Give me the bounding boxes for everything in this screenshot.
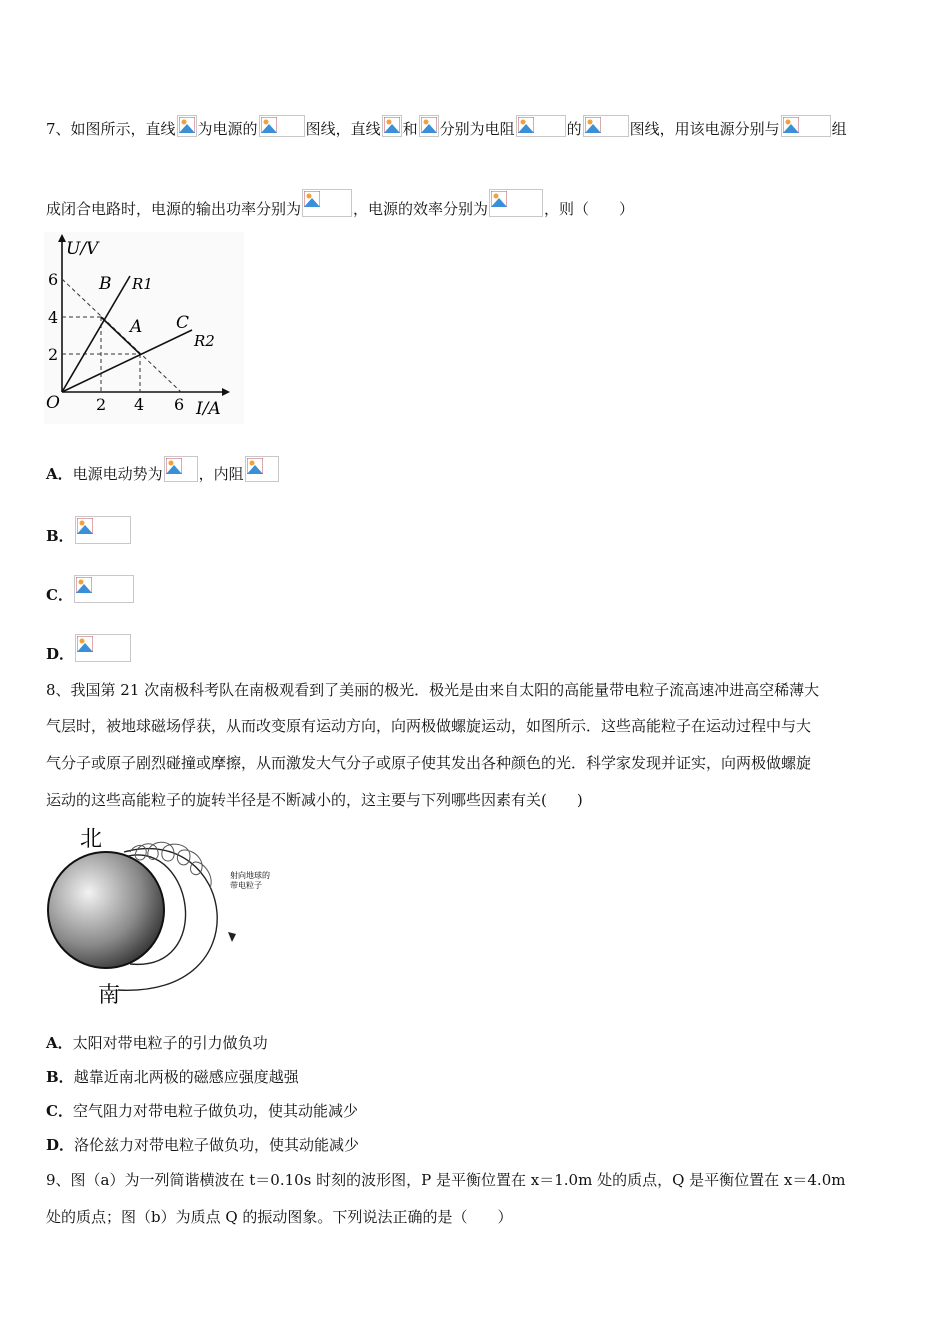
q7-option-c: [46, 575, 135, 605]
formula-image-icon: [75, 516, 131, 544]
q8-line: 运动的这些高能粒子的旋转半径是不断减小的，这主要与下列哪些因素有关( ): [46, 791, 583, 809]
formula-image-icon: [74, 575, 134, 603]
formula-image-icon: [489, 189, 543, 217]
q7-text: 和: [402, 120, 418, 138]
q9-line-1: 9、图（a）为一列简谐横波在 t＝0.10s 时刻的波形图，P 是平衡位置在 x＝1.0m 处的质点，Q 是平衡位置在 x＝4.0m: [46, 1171, 846, 1189]
option-letter: B．: [46, 1068, 74, 1086]
q7-option-b: [46, 516, 132, 546]
q8-line: 气层时，被地球磁场俘获，从而改变原有运动方向，向两极做螺旋运动，如图所示．这些高能粒子在运动过程中与大: [46, 717, 812, 735]
point-label-A: A: [130, 317, 143, 337]
earth-icon: [48, 852, 164, 968]
option-letter: C．: [46, 1102, 73, 1120]
y-tick-label: 2: [48, 345, 59, 364]
y-tick-label: 4: [48, 308, 59, 327]
q8-option-a: [46, 1033, 268, 1053]
formula-image-icon: [259, 115, 305, 137]
q8-option-b: [46, 1067, 299, 1087]
q7-text: 图线，直线: [305, 120, 381, 138]
formula-image-icon: [177, 115, 197, 137]
x-axis-label: I/A: [196, 399, 221, 419]
option-text: 越靠近南北两极的磁感应强度越强: [73, 1068, 299, 1086]
formula-image-icon: [583, 115, 629, 137]
option-letter: B．: [46, 527, 74, 545]
line-label-R2: R2: [194, 332, 215, 350]
annotation-line-2: 带电粒子: [230, 881, 262, 890]
formula-image-icon: [781, 115, 831, 137]
south-label: 南: [98, 983, 121, 1008]
q8-line: 8、我国第 21 次南极科考队在南极观看到了美丽的极光．极光是由来自太阳的高能量带电粒子流高速冲进高空稀薄大: [46, 681, 820, 699]
x-tick-label: 4: [134, 395, 145, 414]
q7-option-a: [46, 456, 280, 484]
option-letter: D．: [46, 645, 75, 663]
line-label-R1: R1: [132, 275, 153, 293]
q7-text: ，电源的效率分别为: [353, 200, 489, 218]
option-letter: D．: [46, 1136, 75, 1154]
q7-option-d: [46, 634, 132, 664]
q7-line-2: [46, 189, 634, 219]
formula-image-icon: [245, 456, 279, 482]
option-text: 电源电动势为: [72, 465, 163, 483]
option-text: 空气阻力对带电粒子做负功，使其动能减少: [72, 1102, 358, 1120]
q7-ui-graph: [44, 232, 244, 424]
formula-image-icon: [419, 115, 439, 137]
q7-text: ，则（ ）: [544, 200, 635, 218]
option-text: 洛伦兹力对带电粒子做负功，使其动能减少: [74, 1136, 360, 1154]
q8-earth-figure: [44, 822, 300, 1008]
y-tick-label: 6: [48, 270, 59, 289]
q7-text: 成闭合电路时，电源的输出功率分别为: [46, 200, 302, 218]
point-label-B: B: [99, 274, 112, 294]
q8-option-d: [46, 1135, 359, 1155]
formula-image-icon: [382, 115, 402, 137]
q7-text: 7、如图所示，直线: [46, 120, 176, 138]
formula-image-icon: [516, 115, 566, 137]
q7-line-1: [46, 115, 847, 139]
formula-image-icon: [164, 456, 198, 482]
q7-text: 的: [566, 120, 582, 138]
option-text: 太阳对带电粒子的引力做负功: [72, 1034, 268, 1052]
point-label-C: C: [176, 313, 190, 333]
north-label: 北: [80, 827, 103, 852]
option-letter: A．: [46, 465, 73, 483]
formula-image-icon: [302, 189, 352, 217]
y-axis-label: U/V: [66, 239, 99, 259]
q9-line-2: 处的质点；图（b）为质点 Q 的振动图象。下列说法正确的是（ ）: [46, 1208, 513, 1226]
q7-text: 图线，用该电源分别与: [629, 120, 780, 138]
annotation-line-1: 射向地球的: [230, 871, 270, 880]
x-tick-label: 6: [174, 395, 185, 414]
q7-text: 分别为电阻: [439, 120, 515, 138]
q8-option-c: [46, 1101, 358, 1121]
option-text: ，内阻: [198, 465, 244, 483]
q7-text: 为电源的: [197, 120, 258, 138]
q8-line: 气分子或原子剧烈碰撞或摩擦，从而激发大气分子或原子使其发出各种颜色的光．科学家发现并证实，向两极做螺旋: [46, 754, 812, 772]
q7-text: 组: [831, 120, 847, 138]
option-letter: C．: [46, 586, 73, 604]
formula-image-icon: [75, 634, 131, 662]
origin-label: O: [46, 393, 60, 413]
x-tick-label: 2: [96, 395, 107, 414]
option-letter: A．: [46, 1034, 73, 1052]
